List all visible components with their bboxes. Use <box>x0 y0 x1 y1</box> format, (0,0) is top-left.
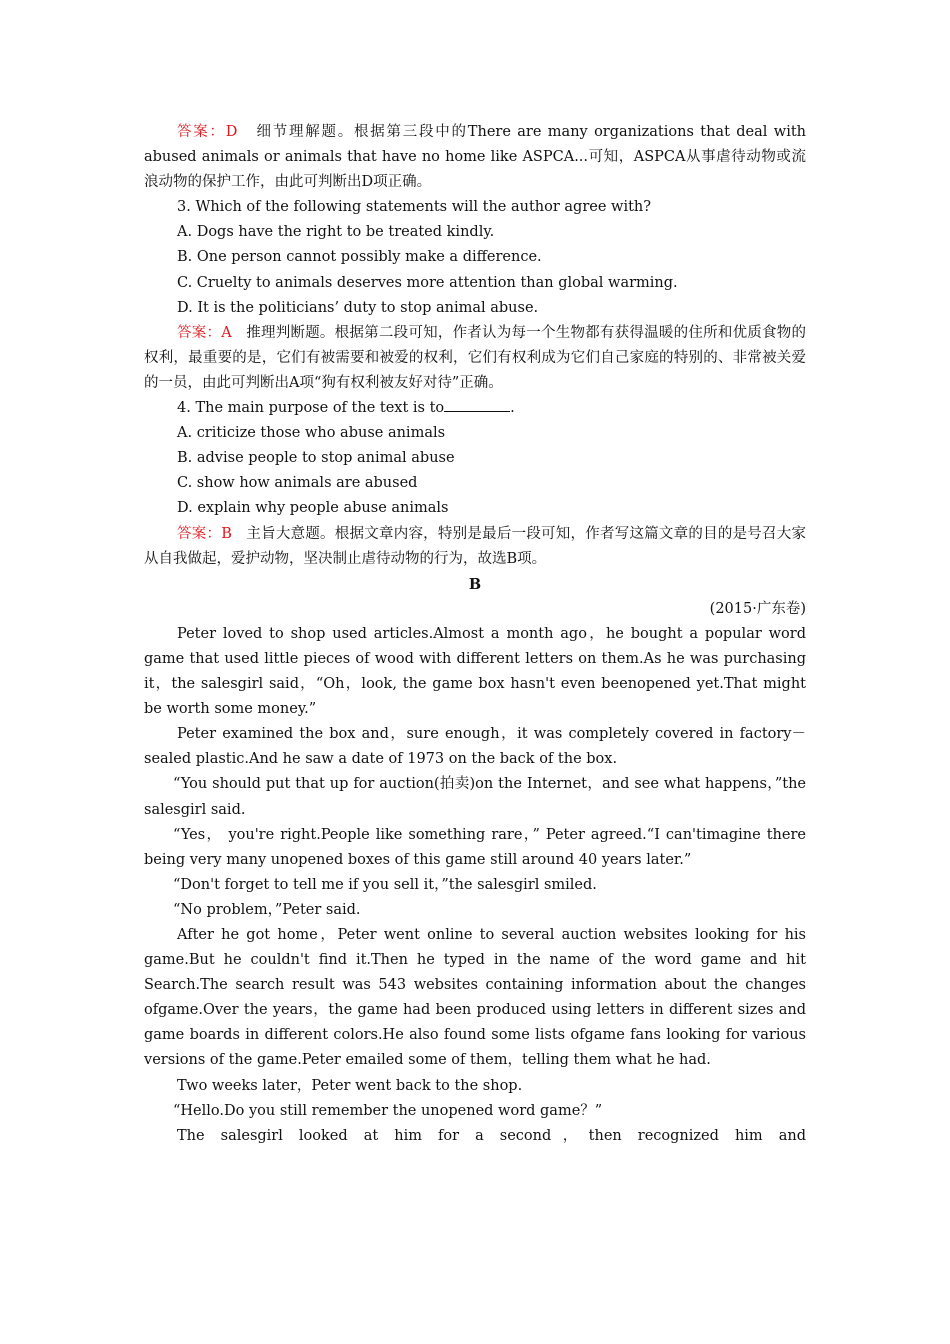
passage-paragraph: “Yes， you're right.People like something rare，” Peter agreed.“I can'timagine there being very many unopened boxes of this game still around 40 years later.” <box>144 826 806 868</box>
q4-stem-text: 4. The main purpose of the text is to <box>177 400 445 417</box>
section-heading: B <box>468 575 482 593</box>
q4-option-d: D. explain why people abuse animals <box>177 500 449 517</box>
passage-paragraph: “No problem，”Peter said. <box>173 901 361 918</box>
passage-paragraph: “You should put that up for auction(拍卖)on the Internet，and see what happens，”the salesgirl said. <box>144 776 806 818</box>
q3-stem: 3. Which of the following statements will the author agree with? <box>177 199 652 216</box>
answer-letter: A <box>221 324 232 341</box>
passage-paragraph: Two weeks later，Peter went back to the shop. <box>177 1077 523 1094</box>
q4-option-c: C. show how animals are abused <box>177 475 418 492</box>
source-note: (2015·广东卷) <box>709 600 806 617</box>
q2-answer <box>144 120 806 195</box>
fill-blank <box>444 396 510 412</box>
q3-option-c: C. Cruelty to animals deserves more attention than global warming. <box>177 274 678 291</box>
q4-stem <box>144 396 806 421</box>
answer-label: 答案： <box>177 124 226 140</box>
passage-paragraph: Peter examined the box and，sure enough，it was completely covered in factory－sealed plastic.And he saw a date of 1973 on the back of the box. <box>144 726 806 768</box>
answer-letter: B <box>221 525 232 542</box>
answer-explanation: 主旨大意题。根据文章内容，特别是最后一段可知，作者写这篇文章的目的是号召大家从自我做起，爱护动物，坚决制止虐待动物的行为，故选B项。 <box>144 525 807 567</box>
answer-label: 答案： <box>177 525 222 542</box>
answer-explanation: 推理判断题。根据第二段可知，作者认为每一个生物都有获得温暖的住所和优质食物的权利，最重要的是，它们有被需要和被爱的权利，它们有权利成为它们自己家庭的特别的、非常被关爱的一员，由此可判断出A项“狗有权利被友好对待”正确。 <box>144 324 807 391</box>
q3-option-d: D. It is the politicians’ duty to stop animal abuse. <box>177 299 539 316</box>
q4-option-b: B. advise people to stop animal abuse <box>177 450 455 467</box>
answer-label: 答案： <box>177 324 222 341</box>
passage-paragraph: Peter loved to shop used articles.Almost a month ago，he bought a popular word game that used little pieces of wood with different letters on them.As he was purchasing it，the salesgirl said，“Oh，look, the game box hasn't even beenopened yet.That might be worth some money.” <box>144 625 806 718</box>
passage-paragraph: After he got home，Peter went online to several auction websites looking for his game.But he couldn't find it.Then he typed in the name of the word game and hit Search.The search result was 543 websites containing information about the changes ofgame.Over the years，the game had been produced using letters in different sizes and game boards in different colors.He also found some lists ofgame fans looking for various versions of the game.Peter emailed some of them，telling them what he had. <box>144 927 806 1069</box>
passage-paragraph: “Hello.Do you still remember the unopened word game？” <box>173 1102 603 1119</box>
q3-answer <box>144 321 806 396</box>
q4-stem-end: . <box>510 400 515 417</box>
passage-paragraph: “Don't forget to tell me if you sell it，”the salesgirl smiled. <box>173 876 597 893</box>
q3-option-b: B. One person cannot possibly make a difference. <box>177 249 542 266</box>
answer-letter: D <box>225 124 238 140</box>
answer-explanation: 细节理解题。根据第三段中的There are many organizations that deal with abused animals or animals that have no home like ASPCA...可知，ASPCA从事虐待动物或流浪动物的保护工作，由此可判断出D项正确。 <box>144 124 806 191</box>
passage-paragraph: The salesgirl looked at him for a second，then recognized him and <box>177 1127 806 1144</box>
q3-option-a: A. Dogs have the right to be treated kindly. <box>177 224 495 241</box>
q4-option-a: A. criticize those who abuse animals <box>177 425 446 442</box>
document-body <box>144 120 806 1149</box>
q4-answer <box>144 522 806 572</box>
